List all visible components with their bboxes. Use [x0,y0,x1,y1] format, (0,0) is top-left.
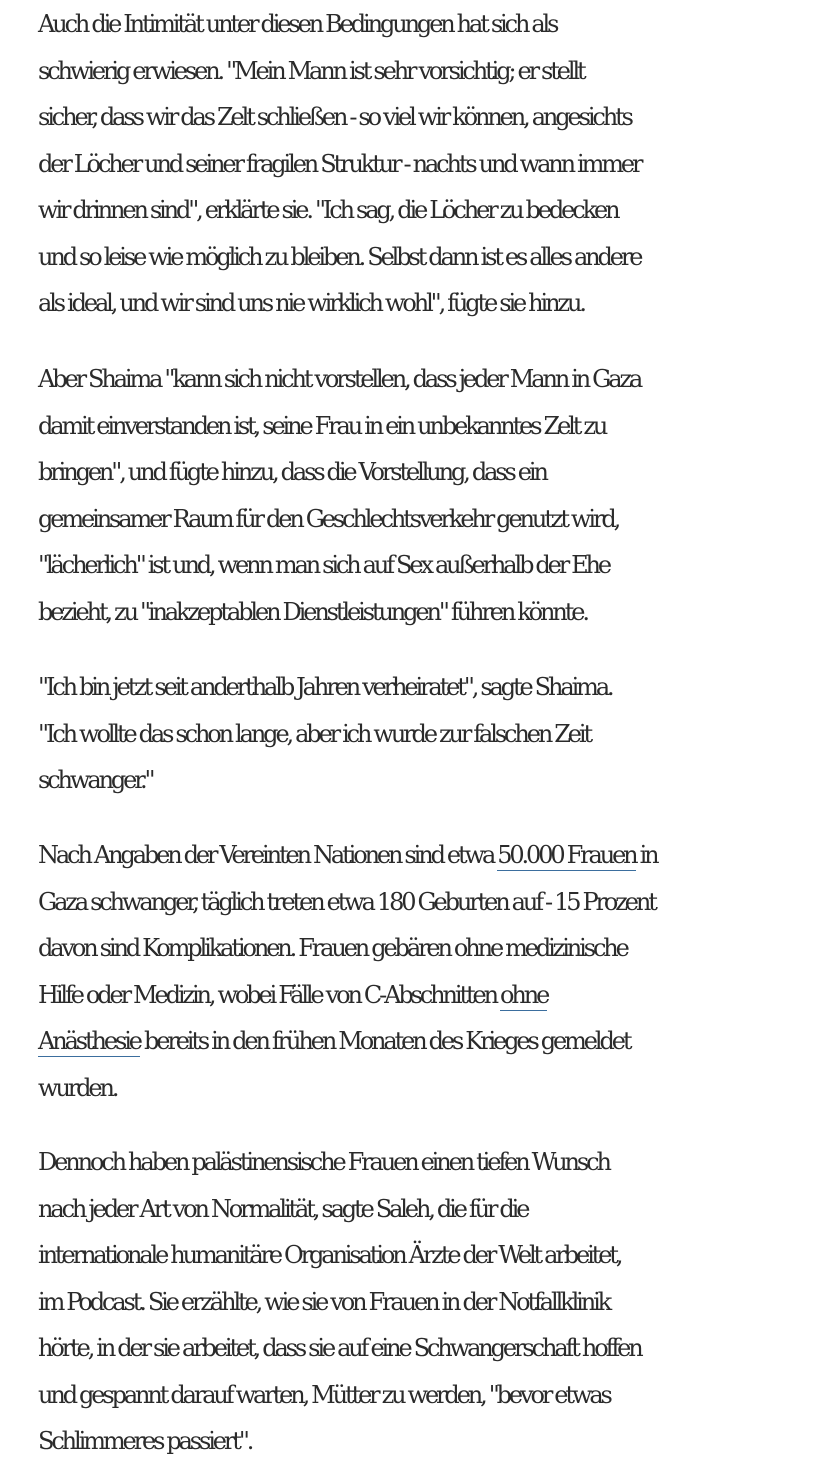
text-line: Auch die Intimität unter diesen Bedingungen hat sich als [38,10,557,38]
text-line: damit einverstanden ist, seine Frau in ein unbekanntes Zelt zu [38,411,606,440]
text-segment: in [635,841,657,869]
text-line [38,1018,828,1065]
text-line: "Ich wollte das schon lange, aber ich wurde zur falschen Zeit [38,719,591,748]
text-line: schwierig erwiesen. "Mein Mann ist sehr vorsichtig; er stellt [38,56,584,85]
text-line: Gaza schwanger, täglich treten etwa 180 Geburten auf - 15 Prozent [38,887,655,916]
text-line: als ideal, und wir sind uns nie wirklich wohl", fügte sie hinzu. [38,289,584,317]
link-ohne-anaesthesie[interactable]: ohne [500,980,548,1009]
text-line: nach jeder Art von Normalität, sagte Saleh, die für die [38,1194,528,1223]
text-line: Dennoch haben palästinensische Frauen einen tiefen Wunsch [38,1148,609,1176]
text-line: "Ich bin jetzt seit anderthalb Jahren verheiratet", sagte Shaima. [38,673,612,701]
text-line: davon sind Komplikationen. Frauen gebären ohne medizinische [38,934,627,962]
paragraph-1 [38,1,828,327]
paragraph-5 [38,1139,828,1465]
text-line: und so leise wie möglich zu bleiben. Selbst dann ist es alles andere [38,242,641,271]
text-line: schwanger." [38,766,153,794]
text-segment: bereits in den frühen Monaten des Krieges gemeldet [139,1027,630,1055]
text-line [38,832,828,879]
text-line [38,972,828,1019]
link-ohne-anaesthesie-continued[interactable]: Anästhesie [38,1027,140,1055]
text-line: wurden. [38,1073,117,1102]
text-line: internationale humanitäre Organisation Ärzte der Welt arbeitet, [38,1241,621,1269]
text-line: hörte, in der sie arbeitet, dass sie auf eine Schwangerschaft hoffen [38,1334,641,1362]
text-line: Aber Shaima "kann sich nicht vorstellen, dass jeder Mann in Gaza [38,365,641,393]
paragraph-2 [38,356,828,635]
text-line: gemeinsamer Raum für den Geschlechtsverkehr genutzt wird, [38,504,619,533]
link-50000-frauen[interactable]: 50.000 Frauen [497,841,636,869]
text-segment: Nach Angaben der Vereinten Nationen sind etwa [38,841,498,869]
text-line: Schlimmeres passiert". [38,1427,252,1455]
text-segment: Hilfe oder Medizin, wobei Fälle von C-Abschnitten [38,980,501,1009]
text-line: im Podcast. Sie erzählte, wie sie von Frauen in der Notfallklinik [38,1287,610,1316]
text-line: sicher, dass wir das Zelt schließen - so viel wir können, angesichts [38,103,631,131]
text-line: der Löcher und seiner fragilen Struktur - nachts und wann immer [38,149,641,178]
text-line: "lächerlich" ist und, wenn man sich auf Sex außerhalb der Ehe [38,551,610,579]
text-line: wir drinnen sind", erklärte sie. "Ich sag, die Löcher zu bedecken [38,196,618,224]
text-line: bezieht, zu "inakzeptablen Dienstleistungen" führen könnte. [38,597,587,626]
text-line: und gespannt darauf warten, Mütter zu werden, "bevor etwas [38,1380,610,1409]
text-line: bringen", und fügte hinzu, dass die Vorstellung, dass ein [38,458,546,486]
paragraph-4 [38,832,828,1111]
paragraph-3 [38,664,828,804]
